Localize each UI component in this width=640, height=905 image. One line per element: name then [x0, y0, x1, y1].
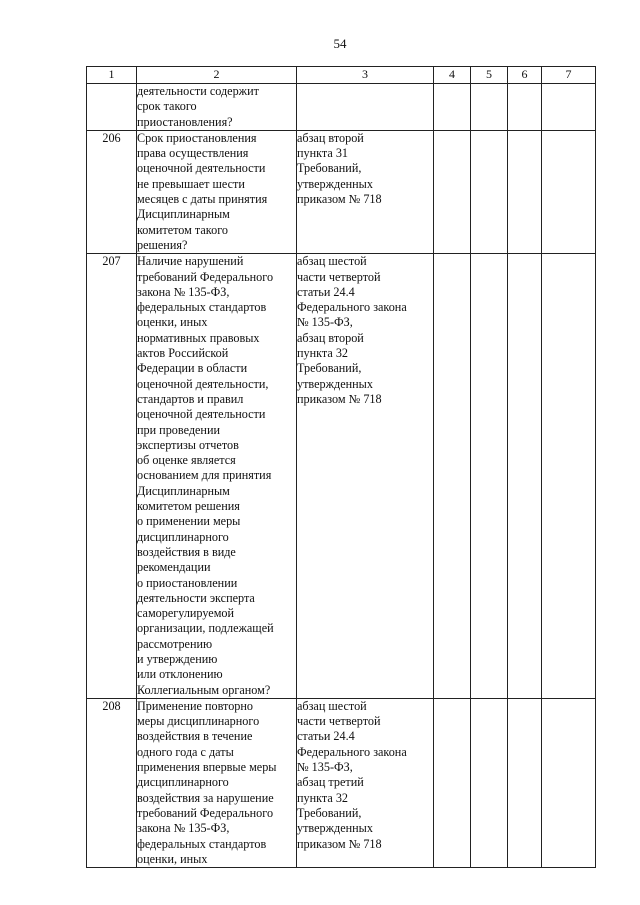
- header-col-5: 5: [471, 67, 508, 84]
- legal-reference-line: абзац шестой: [297, 698, 367, 713]
- requirement-text: [137, 84, 297, 131]
- requirement-text-line: саморегулируемой: [137, 606, 235, 621]
- page-number: 54: [333, 36, 347, 51]
- header-col-1: 1: [87, 67, 137, 84]
- requirement-text-line: решения?: [137, 237, 188, 252]
- legal-reference-line: абзац третий: [297, 775, 364, 790]
- table-row: [87, 698, 596, 867]
- header-col-2: 2: [137, 67, 297, 84]
- legal-reference-line: № 135-ФЗ,: [297, 315, 353, 330]
- legal-reference-line: пункта 32: [297, 346, 349, 361]
- legal-reference-line: Требований,: [297, 161, 362, 176]
- empty-cell-col-5: [471, 130, 508, 253]
- requirement-text-line: оценочной деятельности,: [137, 376, 269, 391]
- requirement-text-line: об оценке является: [137, 453, 236, 468]
- header-col-6: 6: [508, 67, 542, 84]
- row-number: [87, 84, 137, 131]
- requirement-text-line: или отклонению: [137, 667, 223, 682]
- table-row: [87, 254, 596, 699]
- empty-cell-col-7: [542, 84, 596, 131]
- requirement-text-line: оценочной деятельности: [137, 407, 266, 422]
- requirement-text-line: нормативных правовых: [137, 330, 260, 345]
- empty-cell-col-4: [434, 130, 471, 253]
- requirement-text-line: права осуществления: [137, 146, 249, 161]
- empty-cell-col-6: [508, 698, 542, 867]
- legal-reference-line: части четвертой: [297, 269, 381, 284]
- requirement-text-line: месяцев с даты принятия: [137, 192, 268, 207]
- requirement-text-line: о приостановлении: [137, 575, 238, 590]
- empty-cell-col-6: [508, 130, 542, 253]
- legal-reference-line: абзац второй: [297, 330, 364, 345]
- empty-cell-col-6: [508, 84, 542, 131]
- requirement-text-line: применения впервые меры: [137, 760, 277, 775]
- requirement-text-line: деятельности содержит: [137, 84, 259, 98]
- empty-cell-col-4: [434, 84, 471, 131]
- requirement-text-line: Дисциплинарным: [137, 207, 230, 222]
- requirement-text-line: и утверждению: [137, 651, 218, 666]
- empty-cell-col-7: [542, 254, 596, 699]
- requirement-text-line: оценочной деятельности: [137, 161, 266, 176]
- header-col-3: 3: [297, 67, 434, 84]
- legal-reference-line: приказом № 718: [297, 391, 382, 406]
- requirement-text-line: федеральных стандартов: [137, 836, 267, 851]
- legal-reference-line: приказом № 718: [297, 192, 382, 207]
- requirement-text: [137, 130, 297, 253]
- legal-reference-line: утвержденных: [297, 376, 373, 391]
- legal-reference-line: № 135-ФЗ,: [297, 760, 353, 775]
- empty-cell-col-7: [542, 698, 596, 867]
- legal-reference: [297, 130, 434, 253]
- requirement-text-line: федеральных стандартов: [137, 300, 267, 315]
- legal-reference-line: абзац шестой: [297, 254, 367, 269]
- table-row: [87, 84, 596, 131]
- requirement-text-line: организации, подлежащей: [137, 621, 274, 636]
- legal-reference-line: части четвертой: [297, 714, 381, 729]
- requirement-text-line: меры дисциплинарного: [137, 714, 260, 729]
- requirement-text-line: рассмотрению: [137, 636, 213, 651]
- row-number: 207: [87, 254, 137, 699]
- requirement-text-line: закона № 135-ФЗ,: [137, 821, 230, 836]
- requirement-text-line: актов Российской: [137, 346, 229, 361]
- legal-reference-line: пункта 32: [297, 790, 349, 805]
- empty-cell-col-5: [471, 698, 508, 867]
- requirements-table: [86, 66, 596, 868]
- table-header: [87, 67, 596, 84]
- legal-reference-line: утвержденных: [297, 176, 373, 191]
- requirement-text-line: закона № 135-ФЗ,: [137, 284, 230, 299]
- legal-reference: [297, 84, 434, 131]
- requirement-text-line: комитетом такого: [137, 222, 228, 237]
- legal-reference-line: Федерального закона: [297, 300, 407, 315]
- requirement-text-line: воздействия в течение: [137, 729, 253, 744]
- legal-reference-line: пункта 31: [297, 146, 349, 161]
- requirement-text-line: рекомендации: [137, 560, 211, 575]
- requirement-text-line: Федерации в области: [137, 361, 248, 376]
- requirement-text-line: требований Федерального: [137, 269, 274, 284]
- legal-reference-line: утвержденных: [297, 821, 373, 836]
- table-row: [87, 130, 596, 253]
- requirement-text-line: воздействия за нарушение: [137, 790, 274, 805]
- requirement-text-line: не превышает шести: [137, 176, 245, 191]
- requirement-text-line: комитетом решения: [137, 499, 240, 514]
- empty-cell-col-5: [471, 84, 508, 131]
- requirement-text-line: дисциплинарного: [137, 529, 229, 544]
- header-col-7: 7: [542, 67, 596, 84]
- requirement-text-line: срок такого: [137, 99, 197, 114]
- empty-cell-col-5: [471, 254, 508, 699]
- legal-reference: [297, 254, 434, 699]
- requirement-text-line: одного года с даты: [137, 744, 234, 759]
- requirement-text: [137, 698, 297, 867]
- requirement-text-line: Применение повторно: [137, 698, 254, 713]
- empty-cell-col-4: [434, 254, 471, 699]
- header-col-4: 4: [434, 67, 471, 84]
- legal-reference: [297, 698, 434, 867]
- legal-reference-line: Требований,: [297, 361, 362, 376]
- requirement-text-line: требований Федерального: [137, 805, 274, 820]
- requirement-text-line: при проведении: [137, 422, 221, 437]
- requirement-text-line: деятельности эксперта: [137, 590, 255, 605]
- requirement-text-line: экспертизы отчетов: [137, 437, 239, 452]
- legal-reference-line: статьи 24.4: [297, 284, 355, 299]
- legal-reference-line: приказом № 718: [297, 836, 382, 851]
- empty-cell-col-7: [542, 130, 596, 253]
- requirement-text-line: о применении меры: [137, 514, 241, 529]
- requirement-text-line: дисциплинарного: [137, 775, 229, 790]
- requirement-text-line: основанием для принятия: [137, 468, 272, 483]
- requirement-text-line: Коллегиальным органом?: [137, 682, 271, 697]
- requirement-text-line: приостановления?: [137, 114, 233, 129]
- requirement-text-line: Наличие нарушений: [137, 254, 244, 269]
- legal-reference-line: абзац второй: [297, 130, 364, 145]
- row-number: 206: [87, 130, 137, 253]
- header-row: [87, 67, 596, 84]
- row-number: 208: [87, 698, 137, 867]
- empty-cell-col-6: [508, 254, 542, 699]
- legal-reference-line: Федерального закона: [297, 744, 407, 759]
- table-body: [87, 84, 596, 868]
- empty-cell-col-4: [434, 698, 471, 867]
- requirement-text-line: воздействия в виде: [137, 544, 236, 559]
- legal-reference-line: Требований,: [297, 805, 362, 820]
- requirement-text-line: оценки, иных: [137, 315, 208, 330]
- requirement-text-line: Срок приостановления: [137, 130, 257, 145]
- requirement-text: [137, 254, 297, 699]
- requirement-text-line: стандартов и правил: [137, 391, 244, 406]
- requirement-text-line: Дисциплинарным: [137, 483, 230, 498]
- legal-reference-line: статьи 24.4: [297, 729, 355, 744]
- requirement-text-line: оценки, иных: [137, 851, 208, 866]
